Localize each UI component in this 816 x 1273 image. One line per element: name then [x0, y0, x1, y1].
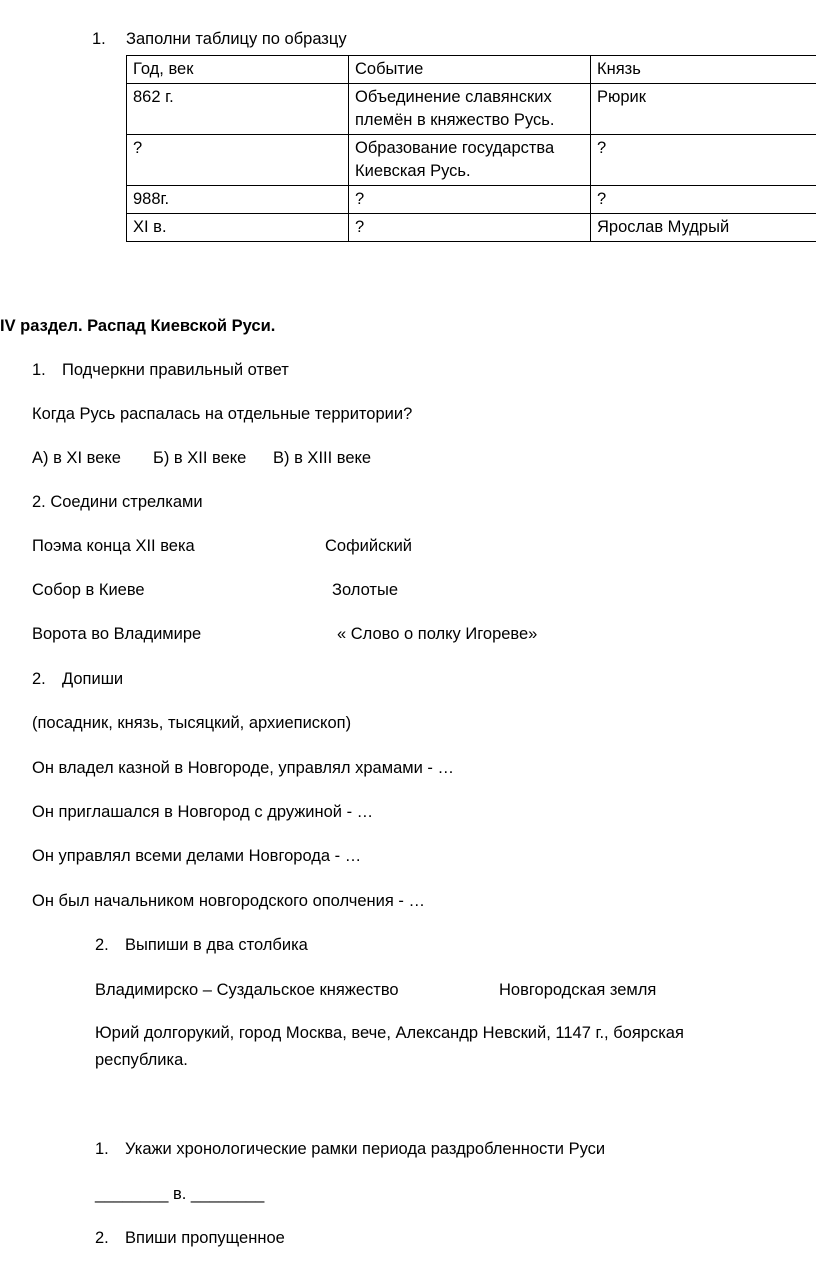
q1-number: 1.: [32, 361, 46, 379]
header-year: Год, век: [127, 56, 349, 84]
q4-column-1: Владимирско – Суздальское княжество: [95, 981, 399, 999]
header-event: Событие: [349, 56, 591, 84]
table-cell: 862 г.: [127, 84, 349, 135]
section-title: IV раздел. Распад Киевской Руси.: [0, 317, 276, 335]
table-cell: ?: [591, 186, 816, 214]
table-cell: 988г.: [127, 186, 349, 214]
q3-line: Он владел казной в Новгороде, управлял храмами - …: [32, 759, 454, 777]
task1-title: Заполни таблицу по образцу: [126, 30, 347, 48]
q3-line: Он управлял всеми делами Новгорода - …: [32, 847, 362, 865]
q6-heading: [95, 1227, 285, 1249]
table-cell: Образование государства Киевская Русь.: [349, 135, 591, 186]
q5-title: Укажи хронологические рамки периода раздробленности Руси: [125, 1140, 606, 1158]
table-cell: ?: [591, 135, 816, 186]
table-cell: Рюрик: [591, 84, 816, 135]
q3-line: Он приглашался в Новгород с дружиной - …: [32, 803, 374, 821]
q2-right-item: « Слово о полку Игореве»: [337, 625, 538, 643]
q3-title: Допиши: [62, 670, 124, 688]
q1-title: Подчеркни правильный ответ: [62, 361, 289, 379]
q4-title: Выпиши в два столбика: [125, 936, 308, 954]
table-cell: ?: [127, 135, 349, 186]
table-cell: XI в.: [127, 214, 349, 242]
q2-right-item: Софийский: [325, 537, 413, 555]
table-cell: Ярослав Мудрый: [591, 214, 816, 242]
q5-heading: [95, 1138, 606, 1160]
q2-left-item: Собор в Киеве: [32, 581, 145, 599]
table-cell: ?: [349, 186, 591, 214]
q2-left-item: Ворота во Владимире: [32, 625, 202, 643]
q2-title: 2. Соедини стрелками: [32, 493, 203, 511]
table-cell: Объединение славянских племён в княжество Русь.: [349, 84, 591, 135]
q1-question: Когда Русь распалась на отдельные территории?: [32, 405, 413, 423]
q6-number: 2.: [95, 1229, 109, 1247]
table-cell: ?: [349, 214, 591, 242]
q4-items-line-2: республика.: [95, 1051, 188, 1069]
q4-column-2: Новгородская земля: [499, 981, 657, 999]
q4-number: 2.: [95, 936, 109, 954]
table-row: [127, 84, 816, 135]
q3-word-list: (посадник, князь, тысяцкий, архиепископ): [32, 714, 352, 732]
q1-option-a[interactable]: А) в XI веке: [32, 449, 121, 467]
q1-heading: [32, 359, 289, 381]
q4-items-line-1: Юрий долгорукий, город Москва, вече, Александр Невский, 1147 г., боярская: [95, 1024, 684, 1042]
q4-heading: [95, 934, 308, 956]
q3-number: 2.: [32, 670, 46, 688]
task1-number: 1.: [92, 30, 106, 48]
table-header-row: [127, 56, 816, 84]
history-table: [126, 55, 816, 242]
table-row: [127, 214, 816, 242]
q2-right-item: Золотые: [332, 581, 398, 599]
q6-title: Впиши пропущенное: [125, 1229, 285, 1247]
q3-heading: [32, 668, 124, 690]
q3-line: Он был начальником новгородского ополчения - …: [32, 892, 425, 910]
q5-number: 1.: [95, 1140, 109, 1158]
q5-blank[interactable]: ________ в. ________: [95, 1185, 265, 1203]
task1-heading: [92, 28, 347, 50]
q2-left-item: Поэма конца XII века: [32, 537, 195, 555]
table-row: [127, 186, 816, 214]
q1-option-c[interactable]: В) в XIII веке: [273, 449, 372, 467]
header-prince: Князь: [591, 56, 816, 84]
table-row: [127, 135, 816, 186]
q1-option-b[interactable]: Б) в XII веке: [153, 449, 247, 467]
